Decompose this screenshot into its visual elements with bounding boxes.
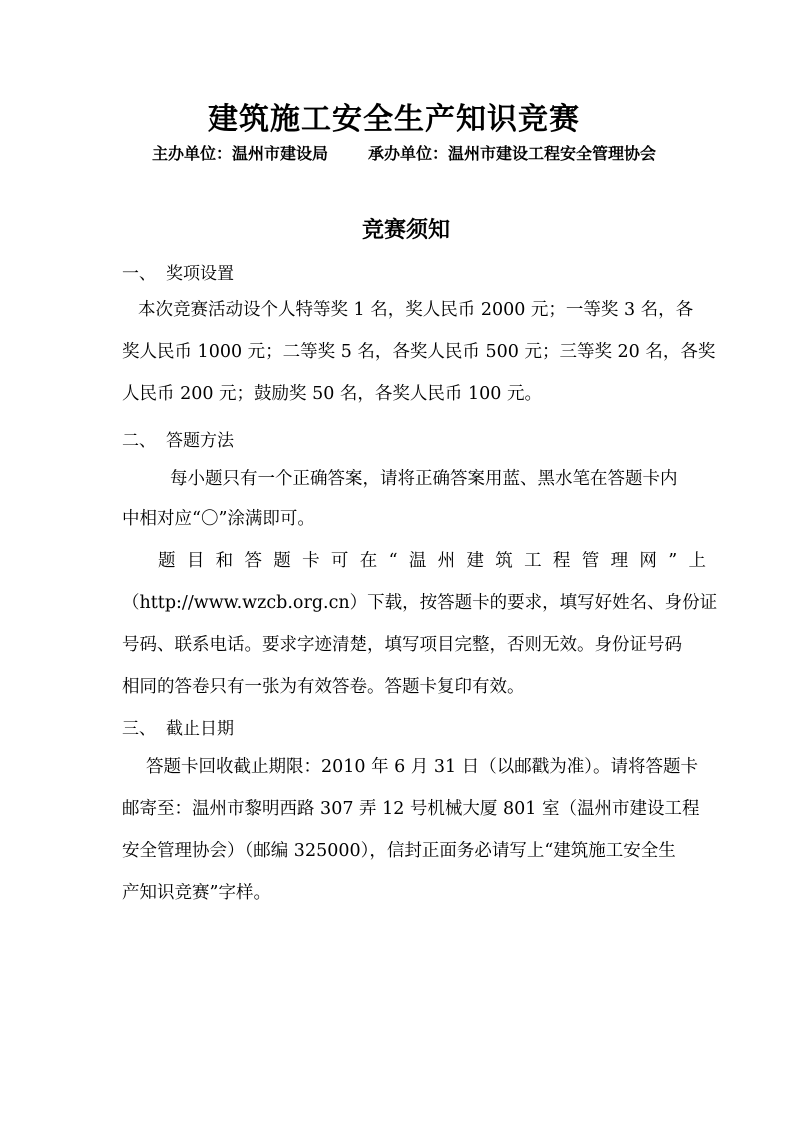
organizers-line	[152, 141, 656, 164]
method-line: 题目和答题卡可在“温州建筑工程管理网”上	[158, 551, 706, 571]
deadline-line: 安全管理协会）（邮编 325000），信封正面务必请写上“建筑施工安全生	[122, 841, 676, 861]
awards-line: 本次竞赛活动设个人特等奖 1 名，奖人民币 2000 元；一等奖 3 名，各	[138, 300, 694, 320]
deadline-line: 邮寄至：温州市黎明西路 307 弄 12 号机械大厦 801 室（温州市建设工程	[122, 799, 700, 819]
section-number: 二、	[122, 431, 156, 451]
section-title: 答题方法	[166, 431, 234, 451]
section-number: 一、	[122, 264, 156, 284]
section-heading-awards	[122, 259, 234, 284]
awards-line: 奖人民币 1000 元；二等奖 5 名，各奖人民币 500 元；三等奖 20 名，各奖	[122, 342, 716, 362]
method-line: 相同的答卷只有一张为有效答卷。答题卡复印有效。	[122, 677, 525, 697]
undertaker-organizer: 承办单位：温州市建设工程安全管理协会	[368, 144, 657, 163]
method-line: 中相对应“〇”涂满即可。	[122, 509, 315, 529]
notice-title: 竞赛须知	[362, 217, 451, 243]
section-heading-deadline	[122, 714, 234, 739]
method-line: 号码、联系电话。要求字迹清楚，填写项目完整，否则无效。身份证号码	[122, 635, 682, 655]
deadline-line: 产知识竞赛”字样。	[122, 883, 271, 903]
deadline-line: 答题卡回收截止期限：2010 年 6 月 31 日（以邮戳为准）。请将答题卡	[146, 757, 698, 777]
section-title: 奖项设置	[166, 264, 234, 284]
method-line: 每小题只有一个正确答案，请将正确答案用蓝、黑水笔在答题卡内	[170, 469, 678, 489]
awards-line: 人民币 200 元；鼓励奖 50 名，各奖人民币 100 元。	[122, 384, 542, 404]
method-line: （http://www.wzcb.org.cn）下载，按答题卡的要求，填写好姓名、身份证	[122, 593, 718, 613]
document-title: 建筑施工安全生产知识竞赛	[208, 102, 580, 137]
section-heading-method	[122, 426, 234, 451]
host-organizer: 主办单位：温州市建设局	[152, 144, 329, 163]
section-title: 截止日期	[166, 719, 234, 739]
section-number: 三、	[122, 719, 156, 739]
